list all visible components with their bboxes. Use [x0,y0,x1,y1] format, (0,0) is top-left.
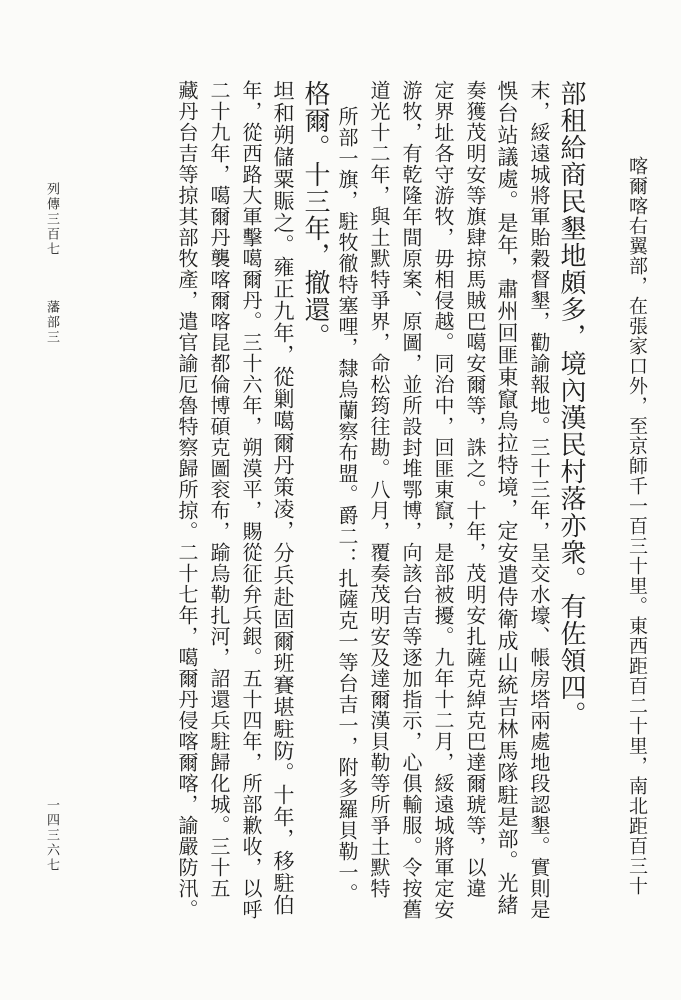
text-column-13: 部租給商民墾地頗多，境內漢民村落亦衆。有佐領四。 [556,80,586,728]
text-column-1: 藏丹台吉等掠其部牧產，遣官諭厄魯特察歸所掠。二十七年，噶爾丹侵喀爾喀，諭嚴防汛。 [175,80,199,920]
text-column-6: 所部一旗，駐牧徹特塞哩，隸烏蘭察布盟。爵二：扎薩克一等台吉一，附多羅貝勒一。 [335,106,359,904]
text-column-9: 定界址各守游牧，毋相侵越。同治中，回匪東竄，是部被擾。九年十二月，綏遠城將軍定安 [431,80,455,920]
text-column-5: 格爾。十三年，撤還。 [300,80,330,350]
text-column-7: 道光十二年，與土默特爭界，命松筠往勘。八月，覆奏茂明安及達爾漢貝勒等所爭土默特 [367,80,391,899]
page-number: 一四三六七 [44,798,59,873]
text-column-14: 喀爾喀右翼部，在張家口外，至京師千一百三十里。東西距百二十里，南北距百三十 [626,156,648,896]
running-header-juan: 列傳三百七 [44,182,59,257]
text-column-8: 游牧，有乾隆年間原案、原圖，並所設封堆鄂博，向該台吉等逐加指示，心俱輸服。令按舊 [399,80,423,920]
text-column-12: 末，綏遠城將軍貽穀督墾，勸諭報地。三十三年，呈交水壕、帳房塔兩處地段認墾。實則是 [527,80,551,920]
text-column-3: 年，從西路大軍擊噶爾丹。三十六年，朔漠平，賜從征弁兵銀。五十四年，所部歉收，以呼 [239,80,263,920]
text-column-10: 奏獲茂明安等旗肆掠馬賊巴噶安爾等，誅之。十年，茂明安扎薩克綽克巴達爾琥等，以違 [463,80,487,899]
text-column-4: 坦和朔儲粟賑之。雍正九年，從剿噶爾丹策凌，分兵赴固爾班賽堪駐防。十年，移駐伯 [271,80,295,916]
text-column-2: 二十九年，噶爾丹襲喀爾喀昆都倫博碩克圖衮布，踰烏勒扎河，詔還兵駐歸化城。三十五 [207,80,231,899]
text-column-11: 悞台站議處。是年，肅州回匪東竄烏拉特境，定安遣侍衛成山統吉林馬隊駐是部。光緒 [495,80,519,916]
running-header-section: 藩部三 [44,300,59,345]
